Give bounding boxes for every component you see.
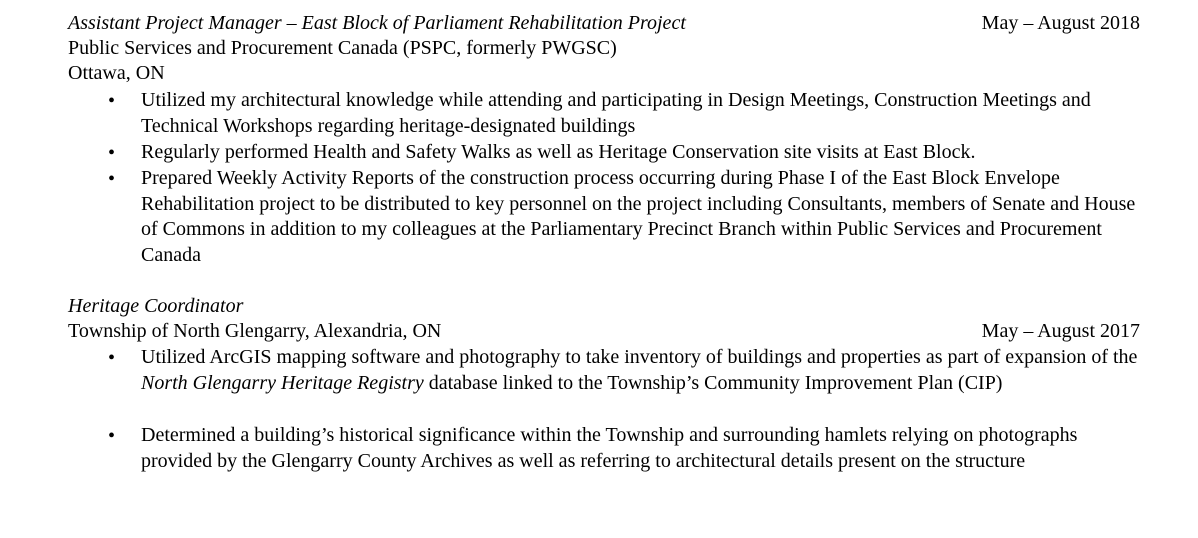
job1-bullet-1: Utilized my architectural knowledge while attending and participating in Design Meetings, Construction Meetings and Technical Workshops regarding heritage-designated buildings xyxy=(141,89,1091,137)
job1-organization: Public Services and Procurement Canada (PSPC, formerly PWGSC) xyxy=(68,37,617,59)
bullet-marker: • xyxy=(108,347,116,369)
job1-dates: May – August 2018 xyxy=(981,12,1140,34)
bullet-marker: • xyxy=(108,425,116,447)
job1-location: Ottawa, ON xyxy=(68,62,165,84)
job2-organization: Township of North Glengarry, Alexandria, ON xyxy=(68,320,442,342)
job1-bullet-3: Prepared Weekly Activity Reports of the construction process occurring during Phase I of the East Block Envelope Rehabilitation project to be distributed to key personnel on the project including Consultants, members of Senate and House of Commons in addition to my colleagues at the Parliamentary Precinct Branch within Public Services and Procurement Canada xyxy=(141,167,1136,266)
registry-name: North Glengarry Heritage Registry xyxy=(141,371,424,394)
job2-title: Heritage Coordinator xyxy=(68,295,244,317)
job2-bullet-1 xyxy=(141,345,1151,396)
bullet-marker: • xyxy=(108,90,116,112)
job2-bullet-1-post: database linked to the Township’s Community Improvement Plan (CIP) xyxy=(423,371,1003,394)
job2-bullet-1-pre: Utilized ArcGIS mapping software and photography to take inventory of buildings and properties as part of expansion of the xyxy=(141,346,1138,368)
job1-bullet-2: Regularly performed Health and Safety Walks as well as Heritage Conservation site visits at East Block. xyxy=(141,141,976,163)
job2-bullet-2: Determined a building’s historical significance within the Township and surrounding hamlets relying on photographs provided by the Glengarry County Archives as well as referring to architectural details present on the structure xyxy=(141,424,1078,472)
bullet-marker: • xyxy=(108,142,116,164)
job2-dates: May – August 2017 xyxy=(981,320,1140,342)
job1-title: Assistant Project Manager – East Block of Parliament Rehabilitation Project xyxy=(68,12,686,34)
bullet-marker: • xyxy=(108,168,116,190)
